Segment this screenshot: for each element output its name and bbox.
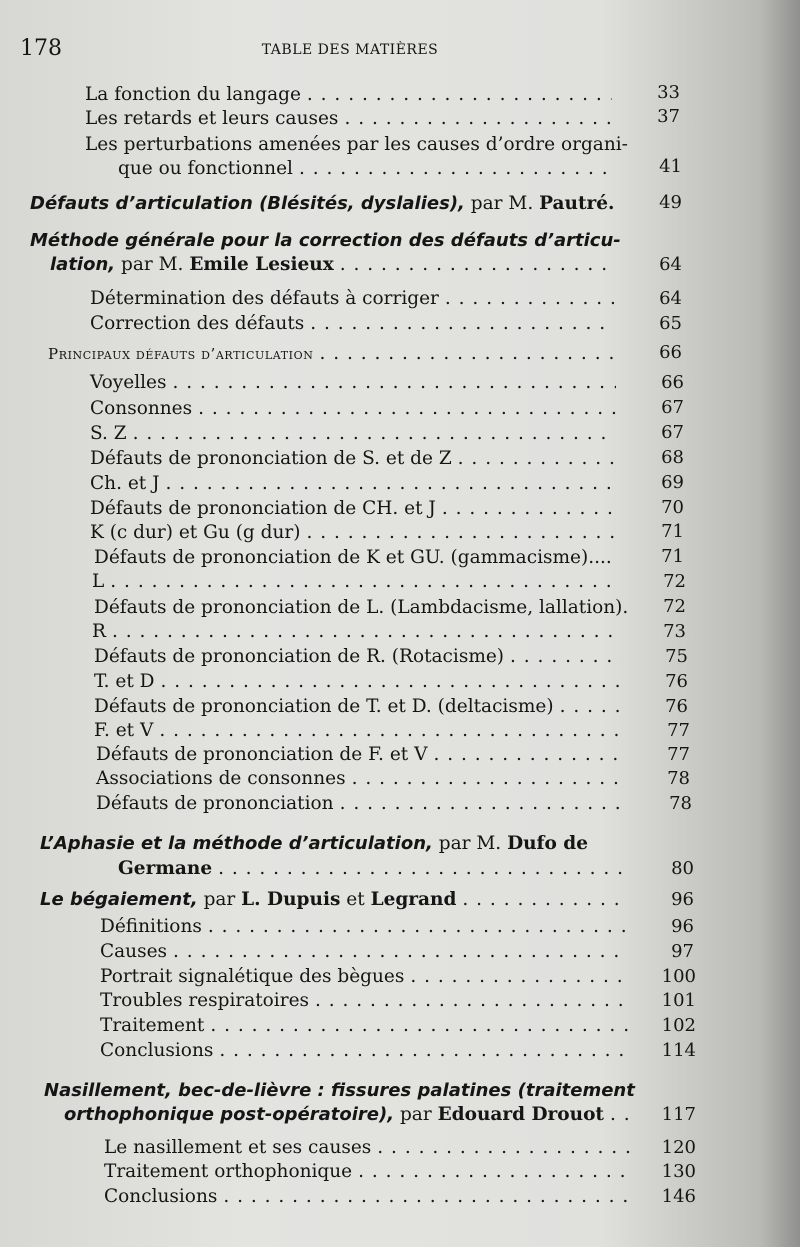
page-ref: 114 — [661, 1040, 696, 1061]
page-ref: 97 — [671, 941, 694, 962]
toc-entry: S. Z . . . — [90, 425, 622, 444]
toc-entry: Voyelles . . . — [90, 374, 622, 393]
toc-entry: Défauts de prononciation de S. et de Z . . . — [90, 450, 622, 469]
subheading-entry: Principaux défauts d’articulation . . . — [48, 345, 620, 364]
page-ref: 71 — [661, 546, 684, 567]
toc-entry: Défauts de prononciation . . . — [96, 795, 630, 814]
section-entry: Nasillement, bec-de-lièvre : fissures palatines (traitement — [44, 1080, 635, 1101]
toc-entry: Portrait signalétique des bègues . . . — [100, 968, 634, 987]
page-ref: 72 — [663, 571, 686, 592]
page-ref: 72 — [663, 596, 686, 617]
toc-entry: Troubles respiratoires . . . — [100, 992, 634, 1011]
page-ref: 41 — [659, 156, 682, 177]
page-ref: 49 — [659, 192, 682, 213]
toc-entry: Défauts de prononciation de L. (Lambdacisme, lallation). — [94, 597, 629, 618]
toc-entry: Correction des défauts . . . — [90, 315, 620, 334]
page-ref: 76 — [665, 696, 688, 717]
page-ref: 71 — [661, 521, 684, 542]
page-ref: 96 — [671, 889, 694, 910]
page-ref: 120 — [661, 1137, 696, 1158]
page-ref: 75 — [665, 646, 688, 667]
page-ref: 77 — [667, 720, 690, 741]
page-ref: 66 — [659, 342, 682, 363]
toc-entry: K (c dur) et Gu (g dur) . . . — [90, 524, 622, 543]
toc-entry: F. et V . . . — [94, 722, 628, 741]
toc-entry: Défauts de prononciation de R. (Rotacisme) . . . — [94, 648, 628, 667]
page-ref: 78 — [667, 768, 690, 789]
page-ref: 117 — [661, 1104, 696, 1125]
page-ref: 64 — [659, 288, 682, 309]
toc-entry: Défauts de prononciation de T. et D. (deltacisme) . . . — [94, 698, 628, 717]
page-ref: 100 — [661, 966, 696, 987]
toc-entry: Conclusions . . . — [100, 1042, 634, 1061]
toc-entry: Défauts de prononciation de F. et V . . . — [96, 746, 630, 765]
page-ref: 67 — [661, 397, 684, 418]
page-ref: 76 — [665, 671, 688, 692]
page-ref: 68 — [661, 447, 684, 468]
page-ref: 130 — [661, 1161, 696, 1182]
toc-entry: Définitions . . . — [100, 918, 634, 937]
section-entry: Défauts d’articulation (Blésités, dyslalies), par M. Pautré. — [30, 193, 615, 214]
section-entry: orthophonique post-opératoire), par Edouard Drouot . . . — [64, 1106, 636, 1125]
toc-entry: Défauts de prononciation de CH. et J . . . — [90, 500, 622, 519]
section-entry: Méthode générale pour la correction des défauts d’articu- — [30, 230, 621, 251]
toc-entry: Traitement orthophonique . . . — [104, 1163, 636, 1182]
page-ref: 33 — [657, 82, 680, 103]
toc-entry: Ch. et J . . . — [90, 475, 622, 494]
toc-entry: Traitement . . . — [100, 1017, 634, 1036]
section-entry: Germane . . . — [118, 860, 632, 879]
page-ref: 67 — [661, 422, 684, 443]
page-ref: 96 — [671, 916, 694, 937]
toc-entry: R . . . — [92, 623, 626, 642]
page-ref: 70 — [661, 497, 684, 518]
toc-entry: que ou fonctionnel . . . — [118, 160, 618, 179]
toc-entry: L . . . — [92, 573, 624, 592]
toc-entry: Associations de consonnes . . . — [96, 770, 630, 789]
toc-entry: La fonction du langage . . . — [85, 86, 618, 105]
page-number: 178 — [20, 36, 62, 61]
toc-entry: Causes . . . — [100, 943, 634, 962]
page-ref: 65 — [659, 313, 682, 334]
running-title: TABLE DES MATIÈRES — [261, 42, 439, 58]
toc-entry: Conclusions . . . — [104, 1188, 636, 1207]
page-ref: 37 — [657, 106, 680, 127]
toc-entry: Défauts de prononciation de K et GU. (gammacisme).... — [94, 547, 612, 568]
page-ref: 146 — [661, 1186, 696, 1207]
section-entry: lation, par M. Emile Lesieux . . . — [50, 256, 620, 275]
page-ref: 102 — [661, 1015, 696, 1036]
toc-entry: Consonnes . . . — [90, 400, 622, 419]
page-ref: 101 — [661, 990, 696, 1011]
toc-entry: Le nasillement et ses causes . . . — [104, 1139, 636, 1158]
page-ref: 77 — [667, 744, 690, 765]
toc-entry: T. et D . . . — [94, 673, 628, 692]
section-entry: Le bégaiement, par L. Dupuis et Legrand . . . — [40, 891, 632, 910]
page-ref: 80 — [671, 858, 694, 879]
toc-entry: Les perturbations amenées par les causes d’ordre organi- — [85, 134, 628, 155]
page-ref: 64 — [659, 254, 682, 275]
page-ref: 78 — [669, 793, 692, 814]
page-ref: 73 — [663, 621, 686, 642]
section-entry: L’Aphasie et la méthode d’articulation, par M. Dufo de — [40, 833, 588, 854]
toc-entry: Détermination des défauts à corriger . . . — [90, 290, 620, 309]
toc-entry: Les retards et leurs causes . . . — [85, 110, 618, 129]
page-ref: 69 — [661, 472, 684, 493]
page-ref: 66 — [661, 372, 684, 393]
